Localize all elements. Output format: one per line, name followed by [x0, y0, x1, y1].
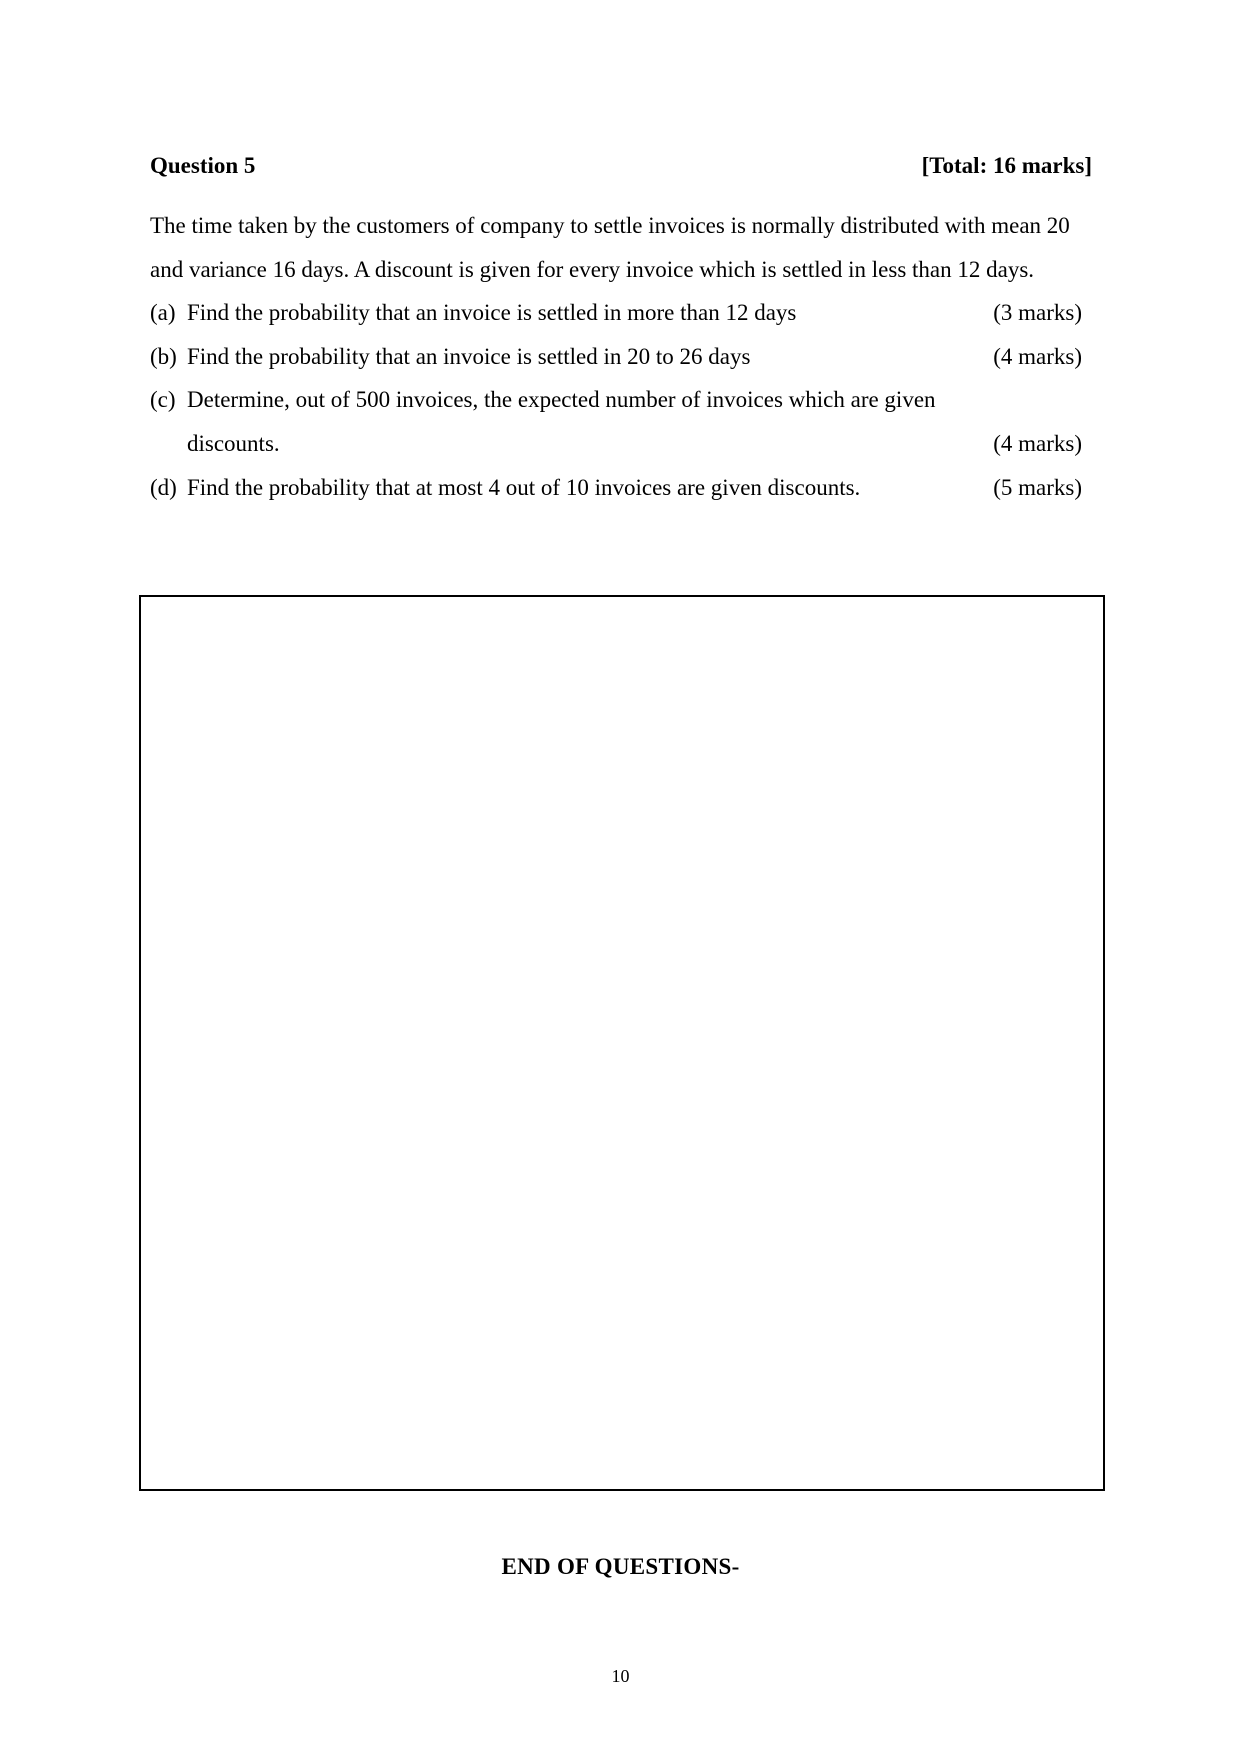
part-text-line-1: Determine, out of 500 invoices, the expected number of invoices which are given	[187, 387, 936, 413]
question-header	[150, 150, 1092, 182]
question-part-a	[150, 291, 1082, 335]
part-marks: (5 marks)	[993, 474, 1082, 500]
part-label: (b)	[150, 343, 177, 369]
part-marks: (4 marks)	[993, 343, 1082, 369]
question-body	[150, 204, 1082, 509]
question-part-b	[150, 335, 1082, 379]
part-label: (c)	[150, 387, 176, 413]
part-label: (d)	[150, 474, 177, 500]
end-of-questions: END OF QUESTIONS-	[501, 1554, 740, 1579]
part-text: Find the probability that an invoice is settled in more than 12 days	[187, 300, 797, 326]
question-part-d	[150, 466, 1082, 510]
part-row	[187, 291, 1082, 335]
question-parts	[150, 291, 1082, 509]
question-total-marks: [Total: 16 marks]	[921, 153, 1092, 178]
question-intro: The time taken by the customers of company to settle invoices is normally distributed with mean 20 and variance 16 days. A discount is given for every invoice which is settled in less than 12 days.	[150, 213, 1070, 282]
part-label: (a)	[150, 300, 176, 326]
part-text: Find the probability that at most 4 out of 10 invoices are given discounts.	[187, 474, 861, 500]
part-marks: (4 marks)	[993, 430, 1082, 456]
question-part-c	[150, 378, 1082, 465]
answer-box[interactable]	[139, 595, 1105, 1491]
part-text-line-2: discounts.	[187, 430, 280, 456]
part-marks: (3 marks)	[993, 300, 1082, 326]
part-block	[187, 378, 1082, 465]
question-title: Question 5	[150, 153, 256, 178]
part-text: Find the probability that an invoice is settled in 20 to 26 days	[187, 343, 751, 369]
part-row	[187, 335, 1082, 379]
page-number: 10	[611, 1666, 630, 1686]
part-row	[187, 422, 1082, 466]
part-row	[187, 466, 1082, 510]
